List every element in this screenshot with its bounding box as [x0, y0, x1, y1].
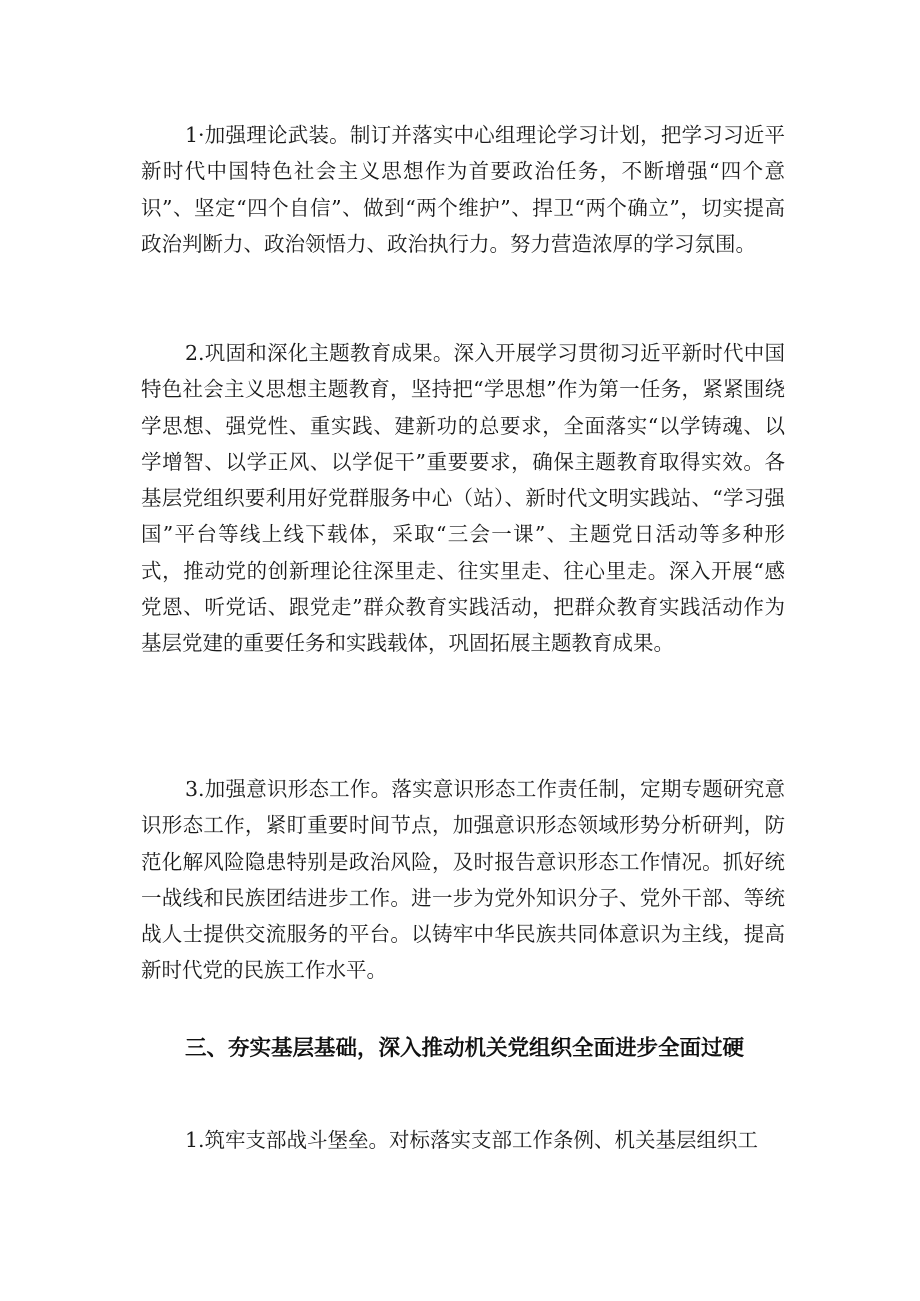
section-heading: 三、夯实基层基础，深入推动机关党组织全面进步全面过硬: [185, 1036, 745, 1061]
paragraph-ideology-work: 3.加强意识形态工作。落实意识形态工作责任制，定期专题研究意识形态工作，紧盯重要时间节点，加强意识形态领域形势分析研判，防范化解风险隐患特别是政治风险，及时报告意识形态工作情况。抓好统一战线和民族团结进步工作。进一步为党外知识分子、党外干部、等统战人士提供交流服务的平台。以铸牢中华民族共同体意识为主线，提高新时代党的民族工作水平。: [141, 777, 785, 983]
paragraph-theory-study: 1·加强理论武装。制订并落实中心组理论学习计划，把学习习近平新时代中国特色社会主义思想作为首要政治任务，不断增强“四个意识”、坚定“四个自信”、做到“两个维护”、捍卫“两个确立”，切实提高政治判断力、政治领悟力、政治执行力。努力营造浓厚的学习氛围。: [141, 123, 785, 256]
paragraph-branch-fortress: 1.筑牢支部战斗堡垒。对标落实支部工作条例、机关基层组织工: [185, 1128, 759, 1152]
paragraph-theme-education: 2.巩固和深化主题教育成果。深入开展学习贯彻习近平新时代中国特色社会主义思想主题教育，坚持把“学思想”作为第一任务，紧紧围绕学思想、强党性、重实践、建新功的总要求，全面落实“以学铸魂、以学增智、以学正风、以学促干”重要要求，确保主题教育取得实效。各基层党组织要利用好党群服务中心（站）、新时代文明实践站、“学习强国”平台等线上线下载体，采取“三会一课”、主题党日活动等多种形式，推动党的创新理论往深里走、往实里走、往心里走。深入开展“感党恩、听党话、跟党走”群众教育实践活动，把群众教育实践活动作为基层党建的重要任务和实践载体，巩固拓展主题教育成果。: [141, 341, 785, 656]
